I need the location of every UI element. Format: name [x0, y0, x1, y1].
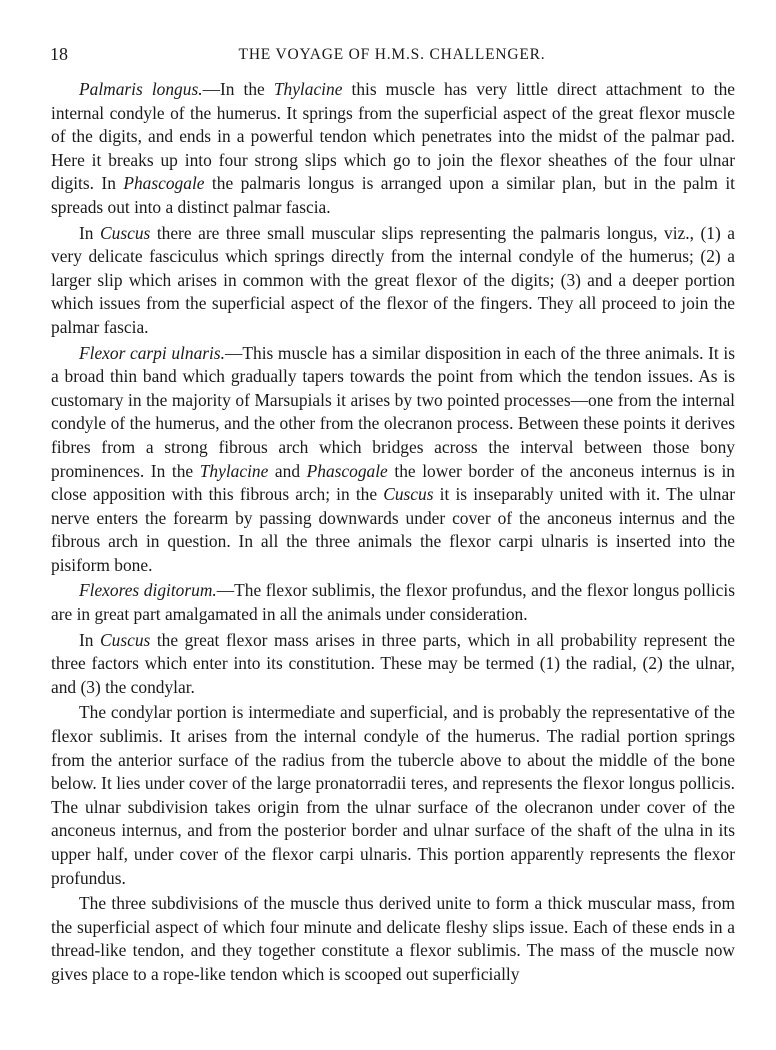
italic-term: Cuscus — [383, 484, 434, 505]
paragraph-cuscus-palmaris — [51, 222, 735, 340]
text-run: The condylar portion is intermediate and superficial, and is probably the representative of the flexor sublimis. It arises from the internal condyle of the humerus. The radial portion springs from the anterior surface of the radius from the tubercle above to about the middle of the bone below. It lies under cover of the large pronatorradii teres, and represents the flexor longus pollicis. The ulnar subdivision takes origin from the ulnar surface of the olecranon under cover of the anconeus internus, and from the posterior border and ulnar surface of the shaft of the ulna in its upper half, under cover of the flexor carpi ulnaris. This portion apparently represents the flexor profundus. — [51, 702, 735, 888]
body-text — [51, 78, 735, 987]
text-run: —This muscle has a similar disposition in each of the three animals. It is a broad thin band which gradually tapers towards the point from which the tendon issues. As is customary in the majority of Marsupials it arises by two pointed processes—one from the internal condyle of the humerus, and the other from the olecranon process. Between these points it derives fibres from a strong fibrous arch which bridges across the interval between those bony prominences. In the — [51, 342, 735, 481]
paragraph-flexor-carpi-ulnaris — [51, 342, 735, 578]
page-number: 18 — [50, 44, 68, 64]
text-run: —The flexor sublimis, the flexor profundus, and the flexor longus pollicis are in great part amalgamated in all the animals under consideration. — [51, 580, 736, 625]
paragraph-palmaris-longus — [51, 78, 735, 220]
paragraph-three-subdivisions — [51, 892, 735, 986]
text-run: —In the — [202, 79, 274, 99]
paragraph-flexores-digitorum — [51, 579, 735, 626]
italic-term: Phascogale — [123, 173, 205, 194]
italic-term: Thylacine — [273, 79, 343, 99]
page-header — [50, 44, 734, 68]
italic-term: Phascogale — [306, 460, 388, 481]
italic-term: Flexores digitorum. — [79, 580, 217, 601]
italic-term: Palmaris longus. — [79, 79, 203, 99]
italic-term: Flexor carpi ulnaris. — [79, 342, 225, 363]
text-run: The three subdivisions of the muscle thus derived unite to form a thick muscular mass, from the superficial aspect of which four minute and delicate fleshy slips issue. Each of these ends in a thread-like tendon, and they together constitute a flexor sublimis. The mass of the muscle now gives place to a rope-like tendon which is scooped out superficially — [51, 893, 735, 984]
text-run: there are three small muscular slips representing the palmaris longus, viz., (1) a very delicate fasciculus which springs directly from the internal condyle of the humerus; (2) a larger slip which arises in common with the great flexor of the digits; (3) and a deeper portion which issues from the superficial aspect of the flexor of the fingers. They all proceed to join the palmar fascia. — [51, 222, 735, 337]
running-title: THE VOYAGE OF H.M.S. CHALLENGER. — [238, 46, 546, 63]
text-run: the lower border of the anconeus internus is in close apposition with this fibrous arch; in the — [51, 460, 736, 505]
text-run: In — [79, 222, 101, 243]
text-run: In — [79, 629, 101, 650]
paragraph-cuscus-flexor-mass — [51, 629, 735, 700]
text-run: it is inseparably united with it. The ulnar nerve enters the forearm by passing downwards under cover of the anconeus internus and the fibrous arch in question. In all the three animals the flexor carpi ulnaris is inserted into the pisiform bone. — [51, 484, 735, 575]
italic-term: Cuscus — [100, 629, 151, 650]
text-run: this muscle has very little direct attachment to the internal condyle of the humerus. It springs from the superficial aspect of the great flexor muscle of the digits, and ends in a powerful tendon which penetrates into the midst of the palmar pad. Here it breaks up into four strong slips which go to join the flexor sheathes of the four ulnar digits. In — [51, 79, 736, 194]
paragraph-condylar-portion — [51, 701, 735, 890]
text-run: the palmaris longus is arranged upon a similar plan, but in the palm it spreads out into a distinct palmar fascia. — [51, 173, 735, 217]
text-run: the great flexor mass arises in three parts, which in all probability represent the three factors which enter into its constitution. These may be termed (1) the radial, (2) the ulnar, and (3) the condylar. — [51, 629, 735, 697]
italic-term: Thylacine — [199, 460, 269, 481]
text-run: and — [268, 460, 307, 481]
italic-term: Cuscus — [100, 222, 151, 243]
